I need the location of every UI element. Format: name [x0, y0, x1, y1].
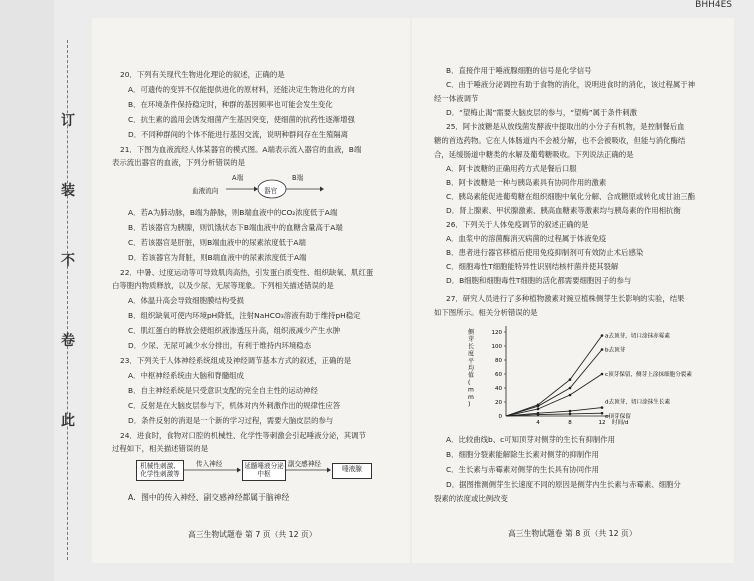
series-line — [506, 350, 602, 417]
data-point — [601, 406, 604, 409]
q21-stem: 21．下图为血液流经人体某器官的模式图。A端表示流入器官的血液，B端 — [120, 145, 362, 154]
q24-option: 经一体液调节 — [434, 94, 479, 103]
side-char: 卷 — [61, 333, 75, 349]
q20-option: D．不同种群间的个体不能进行基因交流，说明种群间存在生殖隔离 — [128, 130, 349, 139]
q22-stem: 白等胞内物质释放，以及少尿、无尿等现象。下列相关描述错误的是 — [112, 281, 334, 290]
q22-option: A．体温升高会导致细胞膜结构受损 — [128, 296, 244, 305]
q26-stem: 26．下列关于人体免疫调节的叙述正确的是 — [446, 220, 589, 229]
q23-option: C．反射是在大脑皮层参与下，机体对内外刺激作出的规律性应答 — [128, 401, 341, 410]
data-point — [537, 405, 540, 408]
q26-option: A．血浆中的溶菌酶消灭病菌的过程属于体液免疫 — [446, 234, 607, 243]
y-axis-label-char: 长 — [468, 343, 475, 351]
x-tick-label: 4 — [536, 420, 540, 426]
y-axis-label-char: 度 — [468, 350, 475, 358]
series-label: d去顶芽，切口涂抹生长素 — [605, 399, 671, 406]
data-point — [601, 412, 604, 415]
side-char: 订 — [61, 113, 75, 129]
q25-stem: 糖的首选药物。它在人体肠道内不会被分解，也不会被吸收，但能与消化酶结 — [434, 136, 686, 145]
page-8 — [412, 18, 734, 563]
q20-option: C．抗生素的滥用会诱发细菌产生基因突变，使细菌的抗药性逐渐增强 — [128, 115, 355, 124]
q22-stem: 22．中暑、过度运动等可导致肌肉高热，引发蛋白质变性、组织缺氧、肌红蛋 — [120, 268, 374, 277]
y-tick-label: 60 — [495, 372, 502, 378]
q24-option: C．由于唾液分泌调控有助于食物的消化，说明进食时的消化，该过程属于神 — [446, 80, 696, 89]
q27-stem: 27．研究人员进行了多种植物激素对豌豆植株侧芽生长影响的实验，结果 — [446, 294, 685, 303]
q24-option: D．“望梅止渴”需要大脑皮层的参与，“望梅”属于条件刺激 — [446, 108, 637, 117]
data-point — [569, 378, 572, 381]
medulla-center-box: 延髓唾液分泌中枢 — [242, 460, 286, 481]
q21-option: B．若该器官为胰腺，则饥饿状态下B端血液中的血糖含量高于A端 — [128, 223, 343, 232]
q21-figure — [192, 170, 332, 206]
data-point — [601, 334, 604, 337]
series-label: c顶芽保留，侧芽上涂抹细胞分裂素 — [605, 372, 692, 378]
side-char: 不 — [61, 253, 75, 269]
q20-stem: 20．下列有关现代生物进化理论的叙述，正确的是 — [120, 70, 285, 79]
q21-arrows — [192, 170, 332, 206]
y-tick-label: 80 — [495, 358, 502, 364]
y-axis-label-char: 芽 — [468, 336, 475, 344]
q23-option: B．自主神经系统是只受意识支配的完全自主性的运动神经 — [128, 386, 318, 395]
organ-label: 器官 — [264, 187, 278, 195]
q25-stem: 合，延缓肠道中糖类的水解及葡萄糖吸收。下列说法正确的是 — [434, 150, 634, 159]
data-point — [537, 408, 540, 411]
salivary-gland-box: 唾液腺 — [332, 463, 372, 479]
q27-option: D．据图推测侧芽生长速度不同的原因是侧芽内生长素与赤霉素、细胞分 — [446, 480, 681, 489]
y-axis-label-char: ( — [468, 379, 471, 387]
q24-stem: 24．进食时，食物对口腔的机械性、化学性等刺激会引起唾液分泌，其调节 — [120, 431, 366, 440]
data-point — [601, 373, 604, 376]
series-line — [506, 336, 602, 417]
q21-option: D．若该器官为肾脏，则B端血液中的尿素浓度低于A端 — [128, 253, 307, 262]
q26-option: C．细胞毒性T细胞能特异性识别结核杆菌并使其裂解 — [446, 262, 619, 271]
q21-option: A．若A为肺动脉，B端为静脉，则B端血液中的CO₂浓度低于A端 — [128, 208, 338, 217]
q24-figure — [136, 458, 376, 488]
q26-option: B．患者进行器官移植后使用免疫抑制剂可有效防止术后感染 — [446, 248, 644, 257]
q27-option: 裂素的浓度或比例改变 — [434, 494, 508, 503]
side-char: 此 — [61, 413, 75, 429]
q22-option: D．少尿、无尿可减少水分排出，有利于维持内环境稳态 — [128, 341, 312, 350]
q23-option: A．中枢神经系统由大脑和脊髓组成 — [128, 371, 244, 380]
q27-option: A．比较曲线b、c可知顶芽对侧芽的生长有抑制作用 — [446, 435, 616, 444]
q24-option-a: A．图中的传入神经、副交感神经都属于脑神经 — [128, 493, 290, 502]
series-label: a去顶芽，切口涂抹赤霉素 — [605, 333, 670, 340]
q27-stem: 如下图所示。相关分析错误的是 — [434, 308, 538, 317]
x-axis-label: 时间/d — [612, 420, 629, 426]
page-footer: 高三生物试题卷 第 8 页（共 12 页） — [508, 529, 637, 538]
q22-option: C．肌红蛋白的释放会使组织液渗透压升高，组织液减少产生水肿 — [128, 326, 341, 335]
parasympathetic-label: 副交感神经 — [288, 460, 321, 468]
afferent-nerve-label: 传入神经 — [196, 460, 223, 468]
y-tick-label: 120 — [491, 330, 502, 336]
y-tick-label: 100 — [491, 344, 502, 350]
series-line — [506, 374, 602, 416]
x-tick-label: 12 — [598, 420, 606, 426]
q27-option: C．生长素与赤霉素对侧芽的生长具有协同作用 — [446, 465, 599, 474]
y-axis-label-char: 值 — [468, 372, 475, 380]
blood-flow-label: 血液流向 — [192, 187, 219, 195]
a-end-label: A端 — [232, 174, 244, 182]
series-label: b去顶芽 — [605, 347, 626, 354]
y-axis-label-char: m — [468, 386, 474, 394]
y-tick-label: 20 — [495, 400, 502, 406]
q24-arrows — [136, 458, 376, 488]
data-point — [569, 410, 572, 413]
q25-stem: 25．阿卡波糖是从放线菌发酵液中提取出的小分子有机物，是控制餐后血 — [446, 122, 685, 131]
side-char: 装 — [61, 183, 75, 199]
corner-mark: BHH4ES — [695, 0, 732, 10]
y-axis-label-char: 均 — [468, 365, 475, 372]
stimulus-box: 机械性刺激、化学性刺激等 — [136, 460, 184, 481]
q20-option: B．在环境条件保持稳定时，种群的基因频率也可能会发生变化 — [128, 100, 333, 109]
q25-option: D．肾上腺素、甲状腺激素、胰高血糖素等激素均与胰岛素的作用相抗衡 — [446, 206, 681, 215]
y-axis-label-char: m — [468, 393, 474, 401]
q24-stem: 过程如下，相关描述错误的是 — [112, 444, 209, 453]
q25-option: B．阿卡波糖是一种与胰岛素具有协同作用的激素 — [446, 178, 607, 187]
q26-option: D．B细胞和细胞毒性T细胞的活化都需要细胞因子的参与 — [446, 276, 632, 285]
q21-stem: 表示流出器官的血液，下列分析错误的是 — [112, 158, 246, 167]
binding-margin — [0, 0, 54, 581]
q23-option: D．条件反射的消退是一个新的学习过程，需要大脑皮层的参与 — [128, 416, 334, 425]
page-footer: 高三生物试题卷 第 7 页（共 12 页） — [188, 530, 317, 539]
q23-stem: 23．下列关于人体神经系统组成及神经调节基本方式的叙述，正确的是 — [120, 356, 352, 365]
y-tick-label: 0 — [498, 414, 502, 420]
series-label: e顶芽保留 — [605, 414, 631, 421]
q25-option: A．阿卡波糖的正确用药方式是餐后口服 — [446, 164, 577, 173]
q22-option: B．组织缺氧可使内环境pH降低，注射NaHCO₃溶液有助于维持pH稳定 — [128, 311, 361, 320]
q21-option: C．若该器官是肝脏，则B端血液中的尿素浓度低于A端 — [128, 238, 306, 247]
data-point — [601, 348, 604, 351]
q25-option: C．胰岛素能促进葡萄糖在组织细胞中氧化分解、合成糖原或转化成甘油三酯 — [446, 192, 696, 201]
q27-line-chart — [462, 320, 692, 430]
b-end-label: B端 — [292, 174, 304, 182]
data-point — [569, 413, 572, 416]
y-axis-label-char: ) — [468, 401, 471, 408]
q24-option: B．直接作用于唾液腺细胞的信号是化学信号 — [446, 66, 592, 75]
page-7 — [92, 18, 410, 563]
q27-option: B．细胞分裂素能解除生长素对侧芽的抑制作用 — [446, 450, 599, 459]
data-point — [537, 413, 540, 416]
data-point — [569, 387, 572, 390]
data-point — [569, 394, 572, 397]
y-axis-label-char: 平 — [468, 357, 475, 365]
y-tick-label: 40 — [495, 386, 502, 392]
y-axis-label-char: 侧 — [468, 329, 475, 336]
q20-option: A．可遗传的变异不仅能提供进化的原材料，还能决定生物进化的方向 — [128, 85, 355, 94]
x-tick-label: 8 — [568, 420, 572, 426]
